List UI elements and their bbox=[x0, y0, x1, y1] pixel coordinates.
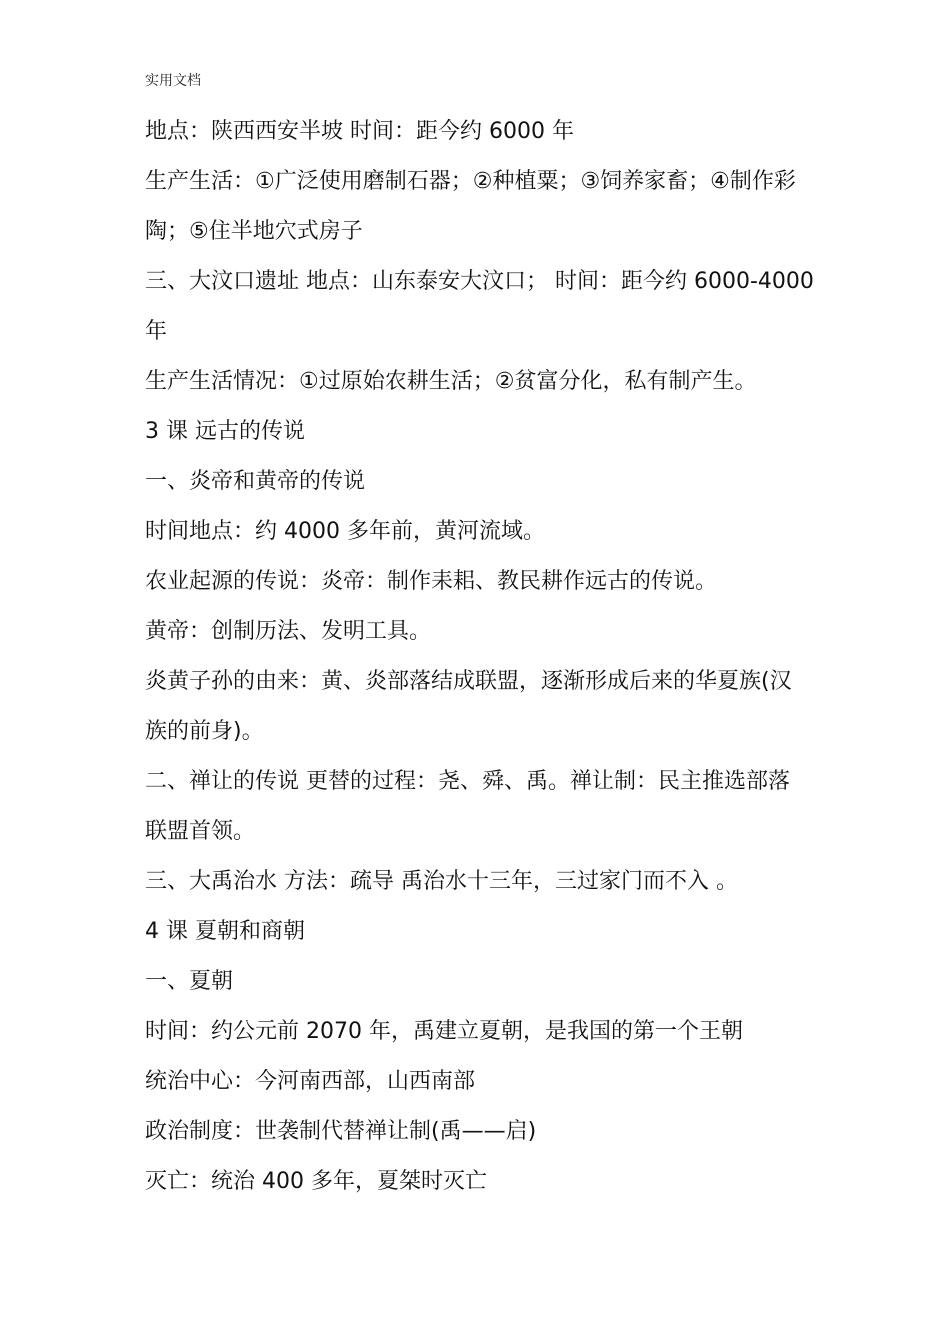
text-line: 时间：约公元前 2070 年，禹建立夏朝，是我国的第一个王朝 bbox=[145, 1019, 743, 1044]
text-line: 黄帝：创制历法、发明工具。 bbox=[145, 619, 432, 644]
text-line: 族的前身)。 bbox=[145, 719, 264, 744]
text-line: 农业起源的传说：炎帝：制作耒耜、教民耕作远古的传说。 bbox=[145, 569, 718, 594]
subsection-heading: 一、夏朝 bbox=[145, 969, 234, 994]
text-line: 二、禅让的传说 更替的过程：尧、舜、禹。禅让制：民主推选部落 bbox=[145, 769, 790, 794]
text-line: 三、大禹治水 方法：疏导 禹治水十三年，三过家门而不入 。 bbox=[145, 869, 738, 894]
text-line: 年 bbox=[145, 319, 168, 344]
document-body bbox=[145, 107, 815, 1207]
text-line: 灭亡：统治 400 多年，夏桀时灭亡 bbox=[145, 1169, 487, 1194]
text-line: 联盟首领。 bbox=[145, 819, 256, 844]
text-line: 统治中心：今河南西部，山西南部 bbox=[145, 1069, 476, 1094]
text-line: 时间地点：约 4000 多年前，黄河流域。 bbox=[145, 519, 545, 544]
page-header: 实用文档 bbox=[145, 73, 201, 89]
text-line: 陶；⑤住半地穴式房子 bbox=[145, 219, 363, 244]
text-line: 炎黄子孙的由来：黄、炎部落结成联盟，逐渐形成后来的华夏族(汉 bbox=[145, 669, 792, 694]
text-line: 地点：陕西西安半坡 时间：距今约 6000 年 bbox=[145, 119, 574, 144]
section-heading: 4 课 夏朝和商朝 bbox=[145, 919, 305, 944]
text-line: 生产生活情况：①过原始农耕生活；②贫富分化，私有制产生。 bbox=[145, 369, 757, 394]
text-line: 三、大汶口遗址 地点：山东泰安大汶口； 时间：距今约 6000-4000 bbox=[145, 269, 814, 294]
section-heading: 3 课 远古的传说 bbox=[145, 419, 305, 444]
text-line: 生产生活：①广泛使用磨制石器；②种植粟；③饲养家畜；④制作彩 bbox=[145, 169, 796, 194]
text-line: 政治制度：世袭制代替禅让制(禹——启) bbox=[145, 1119, 537, 1144]
subsection-heading: 一、炎帝和黄帝的传说 bbox=[145, 469, 366, 494]
